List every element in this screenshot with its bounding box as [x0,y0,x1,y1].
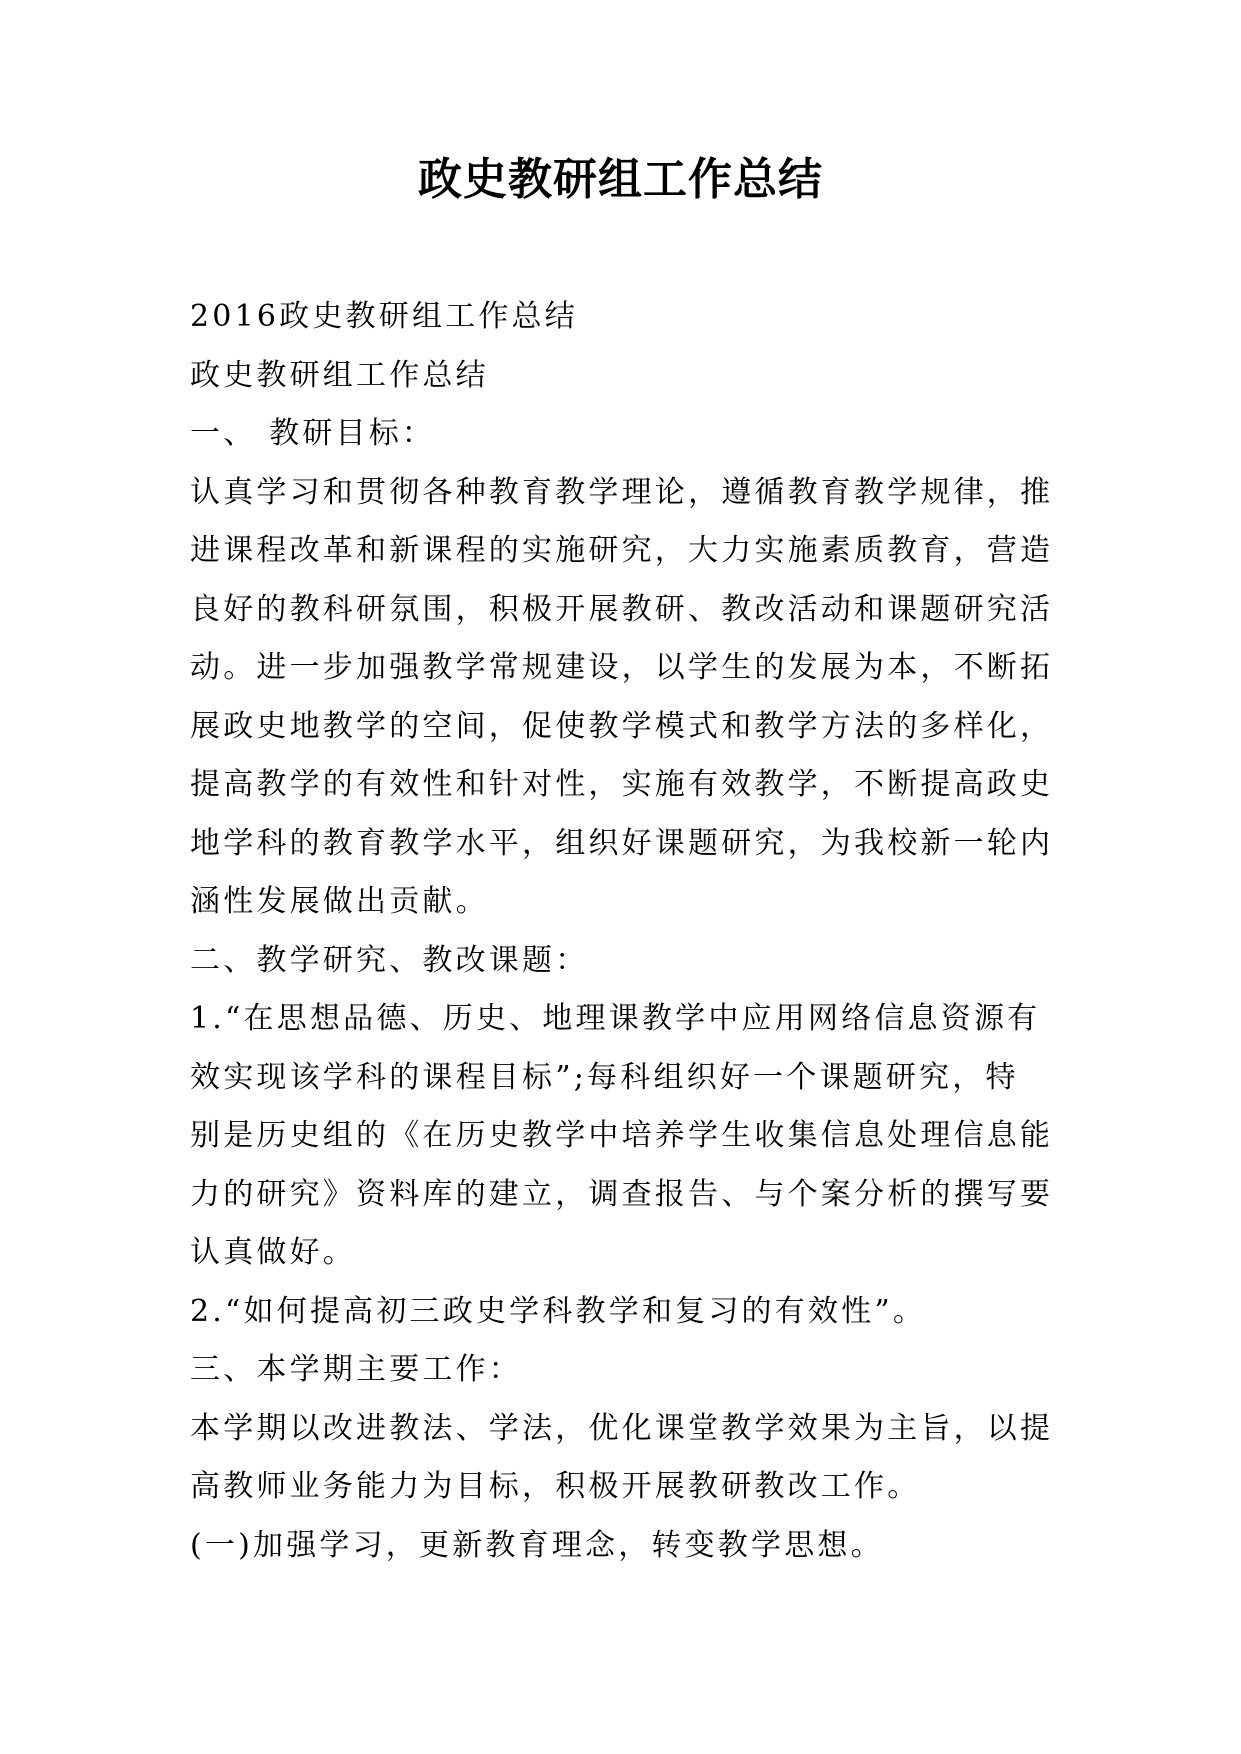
paragraph-line: 高教师业务能力为目标，积极开展教研教改工作。 [190,1469,921,1504]
paragraph-line: 地学科的教育教学水平，组织好课题研究，为我校新一轮内 [190,825,1054,861]
paragraph-line: 力的研究》资料库的建立，调查报告、与个案分析的撰写要 [190,1176,1054,1212]
paragraph-line: 1.“在思想品德、历史、地理课教学中应用网络信息资源有 [190,1001,1041,1036]
paragraph-line: 展政史地教学的空间，促使教学模式和教学方法的多样化， [190,708,1054,744]
paragraph-line: (一)加强学习，更新教育理念，转变教学思想。 [190,1527,884,1563]
paragraph-line: 2.“如何提高初三政史学科教学和复习的有效性”。 [190,1293,927,1329]
paragraph-line: 认真做好。 [190,1235,356,1270]
document-body [190,288,1070,1575]
paragraph-line: 涵性发展做出贡献。 [190,884,489,919]
paragraph-line: 本学期以改进教法、学法，优化课堂教学效果为主旨，以提 [190,1410,1054,1446]
paragraph-line: 进课程改革和新课程的实施研究，大力实施素质教育，营造 [190,533,1054,568]
paragraph-line: 良好的教科研氛围，积极开展教研、教改活动和课题研究活 [190,591,1054,627]
paragraph-line: 别是历史组的《在历史教学中培养学生收集信息处理信息能 [190,1118,1054,1153]
section-heading: 三、本学期主要工作： [190,1352,522,1387]
paragraph-line: 动。进一步加强教学常规建设，以学生的发展为本，不断拓 [190,650,1054,685]
paragraph-line: 提高教学的有效性和针对性，实施有效教学，不断提高政史 [190,767,1054,802]
section-heading: 二、教学研究、教改课题： [190,942,589,978]
paragraph-line: 认真学习和贯彻各种教育教学理论，遵循教育教学规律，推 [190,474,1054,510]
paragraph-line: 效实现该学科的课程目标”;每科组织好一个课题研究，特 [190,1059,1019,1095]
subtitle-line: 2016政史教研组工作总结 [190,299,578,334]
subtitle-line: 政史教研组工作总结 [190,357,489,393]
document-title: 政史教研组工作总结 [418,154,823,205]
section-heading: 一、 教研目标： [190,416,436,451]
